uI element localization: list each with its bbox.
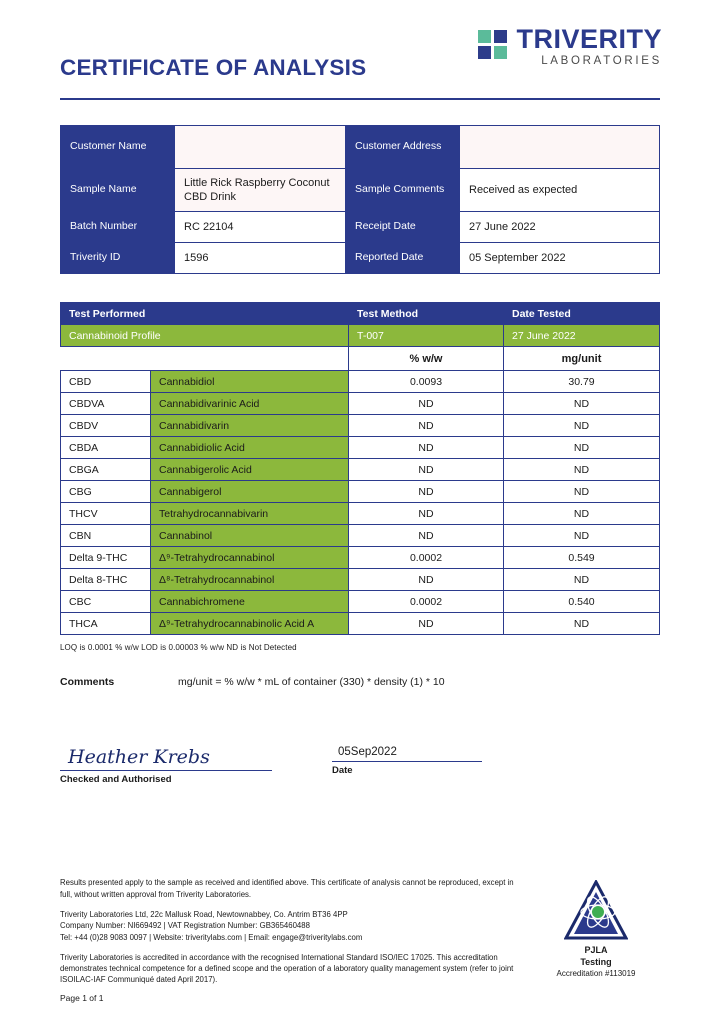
analyte-mgunit: ND <box>504 459 660 481</box>
analyte-mgunit: ND <box>504 613 660 635</box>
signature-block <box>60 746 272 785</box>
analyte-name: Δ⁸-Tetrahydrocannabinol <box>151 569 349 591</box>
analyte-name: Tetrahydrocannabivarin <box>151 503 349 525</box>
analyte-code: THCV <box>61 503 151 525</box>
value-test-performed: Cannabinoid Profile <box>61 325 349 347</box>
analyte-code: Delta 9-THC <box>61 547 151 569</box>
analyte-mgunit: ND <box>504 503 660 525</box>
table-row <box>61 613 660 635</box>
analyte-name: Cannabidivarinic Acid <box>151 393 349 415</box>
analyte-code: CBC <box>61 591 151 613</box>
analyte-mgunit: ND <box>504 569 660 591</box>
title-divider <box>60 98 660 100</box>
label-sample-comments: Sample Comments <box>346 169 460 212</box>
table-row <box>61 243 660 274</box>
value-reported-date: 05 September 2022 <box>460 243 660 274</box>
page-title: CERTIFICATE OF ANALYSIS <box>60 55 367 80</box>
comments-text: mg/unit = % w/w * mL of container (330) * density (1) * 10 <box>178 676 445 688</box>
value-batch-number: RC 22104 <box>175 212 346 243</box>
analyte-code: CBDV <box>61 415 151 437</box>
analyte-code: CBDA <box>61 437 151 459</box>
analyte-code: CBD <box>61 371 151 393</box>
pjla-line3: Accreditation #113019 <box>556 969 636 979</box>
analyte-name: Cannabinol <box>151 525 349 547</box>
value-triverity-id: 1596 <box>175 243 346 274</box>
table-row <box>61 547 660 569</box>
analyte-pct: 0.0093 <box>349 371 504 393</box>
signature-name: Heather Krebs <box>68 746 210 768</box>
analyte-mgunit: ND <box>504 525 660 547</box>
table-row <box>61 503 660 525</box>
analyte-mgunit: 30.79 <box>504 371 660 393</box>
logo-brand-sub: LABORATORIES <box>541 55 662 67</box>
label-reported-date: Reported Date <box>346 243 460 274</box>
units-spacer-2 <box>151 347 349 371</box>
value-customer-name <box>175 126 346 169</box>
results-subheader-row <box>61 325 660 347</box>
footer <box>60 877 662 1004</box>
analyte-pct: ND <box>349 569 504 591</box>
signature-section <box>60 746 660 785</box>
analyte-name: Cannabigerol <box>151 481 349 503</box>
analyte-name: Cannabidiol <box>151 371 349 393</box>
analyte-code: CBDVA <box>61 393 151 415</box>
comments-label: Comments <box>60 676 115 688</box>
table-row <box>61 437 660 459</box>
footer-company: Company Number: NI669492 | VAT Registration Number: GB365460488 <box>60 921 310 931</box>
analyte-code: THCA <box>61 613 151 635</box>
label-batch-number: Batch Number <box>61 212 175 243</box>
date-block <box>332 746 482 785</box>
date-line <box>332 761 482 762</box>
label-customer-name: Customer Name <box>61 126 175 169</box>
logo-squares-icon <box>478 30 508 60</box>
table-row <box>61 459 660 481</box>
signature-line <box>60 770 272 771</box>
page-number: Page 1 of 1 <box>60 992 104 1003</box>
analyte-code: CBN <box>61 525 151 547</box>
analyte-name: Δ⁹-Tetrahydrocannabinol <box>151 547 349 569</box>
cannabinoid-results-table <box>60 302 660 635</box>
label-receipt-date: Receipt Date <box>346 212 460 243</box>
table-row <box>61 525 660 547</box>
analyte-mgunit: 0.540 <box>504 591 660 613</box>
value-sample-comments: Received as expected <box>460 169 660 212</box>
analyte-name: Cannabichromene <box>151 591 349 613</box>
table-row <box>61 212 660 243</box>
units-mg-per-unit: mg/unit <box>504 347 660 371</box>
label-customer-address: Customer Address <box>346 126 460 169</box>
analyte-pct: ND <box>349 393 504 415</box>
analyte-pct: 0.0002 <box>349 547 504 569</box>
analyte-pct: 0.0002 <box>349 591 504 613</box>
analyte-mgunit: ND <box>504 481 660 503</box>
table-row <box>61 569 660 591</box>
analyte-code: Delta 8-THC <box>61 569 151 591</box>
table-row <box>61 126 660 169</box>
header-date-tested: Date Tested <box>504 303 660 325</box>
loq-lod-note: LOQ is 0.0001 % w/w LOD is 0.00003 % w/w ND is Not Detected <box>60 643 297 652</box>
header-test-method: Test Method <box>349 303 504 325</box>
analyte-mgunit: 0.549 <box>504 547 660 569</box>
table-row <box>61 393 660 415</box>
units-percent-ww: % w/w <box>349 347 504 371</box>
footer-disclaimer: Results presented apply to the sample as received and identified above. This certificate of analysis cannot be reproduced, except in full, without written approval from Triverity Laboratories. <box>60 878 514 899</box>
table-row <box>61 371 660 393</box>
value-receipt-date: 27 June 2022 <box>460 212 660 243</box>
pjla-accreditation-mark <box>530 880 662 980</box>
footer-address: Triverity Laboratories Ltd, 22c Mallusk Road, Newtownabbey, Co. Antrim BT36 4PP <box>60 909 348 919</box>
value-test-method: T-007 <box>349 325 504 347</box>
analyte-mgunit: ND <box>504 415 660 437</box>
units-spacer-1 <box>61 347 151 371</box>
header-test-performed: Test Performed <box>61 303 349 325</box>
analyte-name: Cannabidivarin <box>151 415 349 437</box>
footer-accreditation: Triverity Laboratories is accredited in accordance with the recognised International Standard ISO/IEC 17025. This accreditation demonstrates technical competence for a defined scope and the operation of a laboratory quality management system (refer to joint ISOILAC-IAF Communiqué dated April 2017). <box>60 952 514 985</box>
pjla-line2: Testing <box>580 957 612 968</box>
analyte-pct: ND <box>349 525 504 547</box>
analyte-mgunit: ND <box>504 393 660 415</box>
label-triverity-id: Triverity ID <box>61 243 175 274</box>
label-sample-name: Sample Name <box>61 169 175 212</box>
value-date-tested: 27 June 2022 <box>504 325 660 347</box>
pjla-badge-icon <box>564 880 628 942</box>
analyte-code: CBGA <box>61 459 151 481</box>
value-customer-address <box>460 126 660 169</box>
value-sample-name: Little Rick Raspberry Coconut CBD Drink <box>175 169 346 212</box>
results-units-row <box>61 347 660 371</box>
results-header-row <box>61 303 660 325</box>
triverity-logo <box>478 26 662 68</box>
analyte-name: Δ⁹-Tetrahydrocannabinolic Acid A <box>151 613 349 635</box>
table-row <box>61 481 660 503</box>
table-row <box>61 591 660 613</box>
sample-info-table <box>60 125 660 274</box>
footer-contact: Tel: +44 (0)28 9083 0097 | Website: triveritylabs.com | Email: engage@triveritylabs.com <box>60 932 363 942</box>
table-row <box>61 415 660 437</box>
analyte-pct: ND <box>349 459 504 481</box>
analyte-name: Cannabidiolic Acid <box>151 437 349 459</box>
analyte-pct: ND <box>349 503 504 525</box>
analyte-pct: ND <box>349 437 504 459</box>
analyte-mgunit: ND <box>504 437 660 459</box>
analyte-name: Cannabigerolic Acid <box>151 459 349 481</box>
comments-section <box>60 676 660 688</box>
analyte-code: CBG <box>61 481 151 503</box>
signature-date-value: 05Sep2022 <box>338 746 397 758</box>
pjla-name: PJLA <box>584 944 608 955</box>
table-row <box>61 169 660 212</box>
signature-caption: Checked and Authorised <box>60 774 172 785</box>
logo-brand-name: TRIVERITY <box>516 24 662 54</box>
analyte-pct: ND <box>349 613 504 635</box>
date-caption: Date <box>332 765 353 776</box>
analyte-pct: ND <box>349 415 504 437</box>
analyte-pct: ND <box>349 481 504 503</box>
